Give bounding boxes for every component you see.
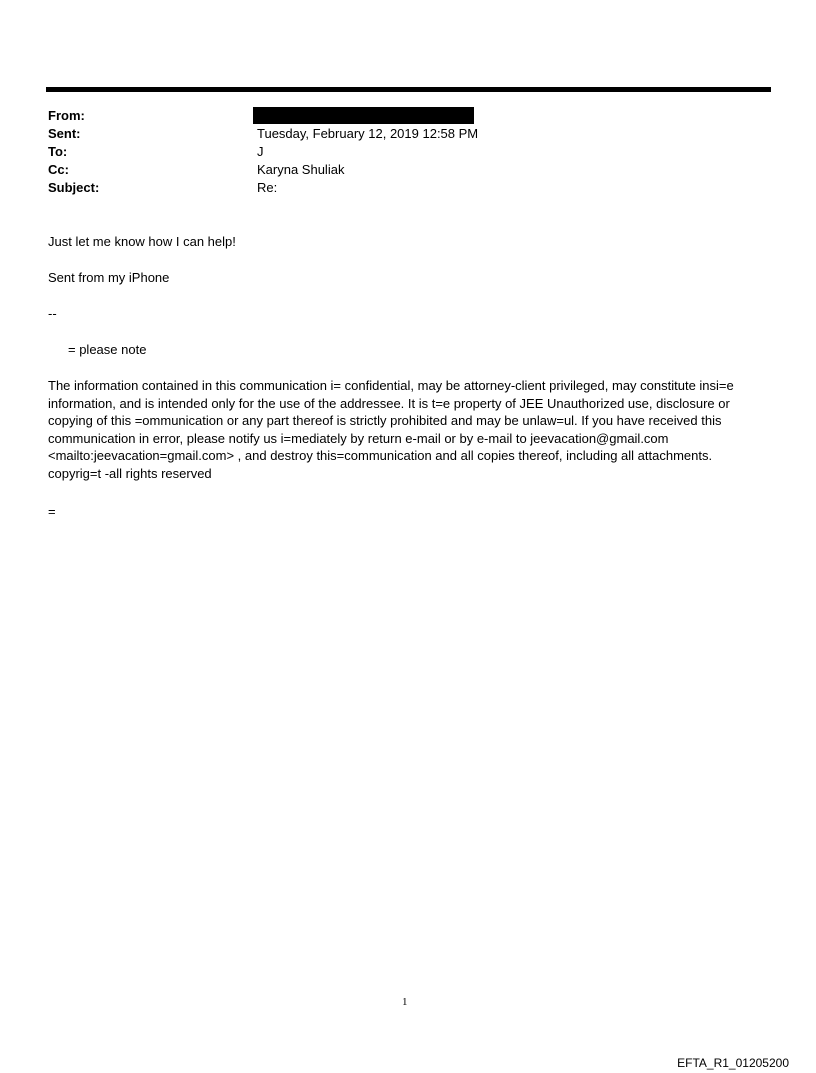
to-value: J [257,144,264,159]
from-row [48,107,748,125]
note-line: = please note [68,342,147,357]
signature-line: Sent from my iPhone [48,270,170,285]
sent-value: Tuesday, February 12, 2019 12:58 PM [257,126,479,141]
subject-label: Subject: [48,180,100,195]
trailing-line: = [48,504,56,519]
page-number: 1 [402,996,408,1008]
cc-value: Karyna Shuliak [257,162,345,177]
bates-number: EFTA_R1_01205200 [677,1056,789,1070]
subject-row [48,179,748,197]
separator-line: -- [48,306,57,321]
cc-row [48,161,748,179]
message-line: Just let me know how I can help! [48,234,236,249]
redaction-block [253,107,474,124]
disclaimer-paragraph: The information contained in this communication i= confidential, may be attorney-client privileged, may constitute insi=e information, and is intended only for the use of the addressee. It is t=e property of JEE Unauthorized use, disclosure or copying of this =ommunication or any part thereof is strictly prohibited and may be unlaw=ul. If you have received this communication in error, please notify us i=mediately by return e-mail or by e-mail to jeevacation@gmail.com <mailto:jeevacation=gmail.com> , and destroy this=communication and all copies thereof, including all attachments. copyrig=t -all rights reserved [48,378,734,481]
cc-label: Cc: [48,162,69,177]
sent-row [48,125,748,143]
from-label: From: [48,108,85,123]
header-divider [46,87,771,92]
to-label: To: [48,144,68,159]
to-row [48,143,748,161]
email-header [48,107,748,197]
subject-value: Re: [257,180,278,195]
sent-label: Sent: [48,126,81,141]
